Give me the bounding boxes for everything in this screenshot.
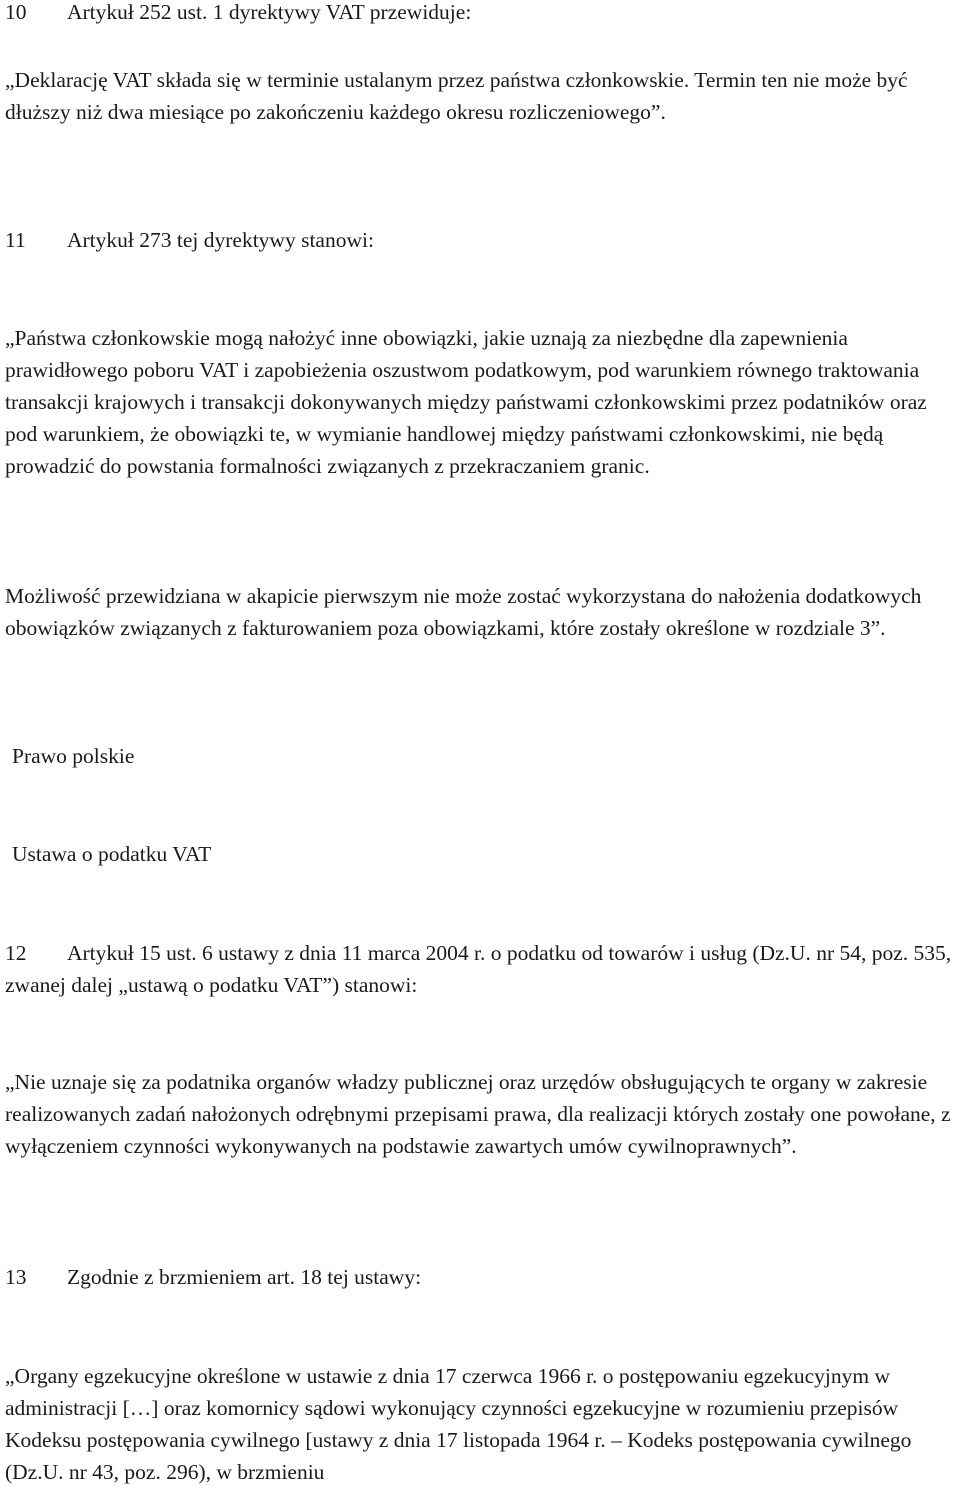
paragraph-12-quote: „Nie uznaje się za podatnika organów władzy publicznej oraz urzędów obsługujących te organy w zakresie realizowanych zadań nałożonych odrębnymi przepisami prawa, dla realizacji których zostały one powołane, z wyłączeniem czynności wykonywanych na podstawie zawartych umów cywilnoprawnych”. [5,1070,951,1158]
paragraph-12-intro [5,937,955,1001]
paragraph-11-intro [5,224,955,256]
paragraph-number: 11 [5,228,26,252]
heading-prawo-polskie: Prawo polskie [12,744,135,768]
paragraph-number: 13 [5,1265,27,1289]
paragraph-10-quote: „Deklarację VAT składa się w terminie ustalanym przez państwa członkowskie. Termin ten nie może być dłuższy niż dwa miesiące po zakończeniu każdego okresu rozliczeniowego”. [5,68,908,124]
heading-ustawa-vat: Ustawa o podatku VAT [12,842,212,866]
paragraph-text: Artykuł 15 ust. 6 ustawy z dnia 11 marca 2004 r. o podatku od towarów i usług (Dz.U. nr 54, poz. 535, zwanej dalej „ustawą o podatku VAT”) stanowi: [5,941,952,997]
paragraph-text: Zgodnie z brzmieniem art. 18 tej ustawy: [67,1265,422,1289]
paragraph-13-quote: „Organy egzekucyjne określone w ustawie z dnia 17 czerwca 1966 r. o postępowaniu egzekucyjnym w administracji […] oraz komornicy sądowi wykonujący czynności egzekucyjne w rozumieniu przepisów Kodeksu postępowania cywilnego [ustawy z dnia 17 listopada 1964 r. – Kodeks postępowania cywilnego (Dz.U. nr 43, poz. 296), w brzmieniu [5,1364,912,1484]
paragraph-10-intro [5,0,955,28]
paragraph-number: 12 [5,941,27,965]
paragraph-text: Artykuł 252 ust. 1 dyrektywy VAT przewiduje: [67,0,472,24]
paragraph-number: 10 [5,0,27,24]
paragraph-text: Artykuł 273 tej dyrektywy stanowi: [67,228,374,252]
paragraph-11-quote: „Państwa członkowskie mogą nałożyć inne obowiązki, jakie uznają za niezbędne dla zapewnienia prawidłowego poboru VAT i zapobieżenia oszustwom podatkowym, pod warunkiem równego traktowania transakcji krajowych i transakcji dokonywanych między państwami członkowskimi przez podatników oraz pod warunkiem, że obowiązki te, w wymianie handlowej między państwami członkowskimi, nie będą prowadzić do powstania formalności związanych z przekraczaniem granic. [5,326,927,478]
paragraph-11-quote-continued: Możliwość przewidziana w akapicie pierwszym nie może zostać wykorzystana do nałożenia dodatkowych obowiązków związanych z fakturowaniem poza obowiązkami, które zostały określone w rozdziale 3”. [5,584,922,640]
paragraph-13-intro [5,1261,955,1293]
